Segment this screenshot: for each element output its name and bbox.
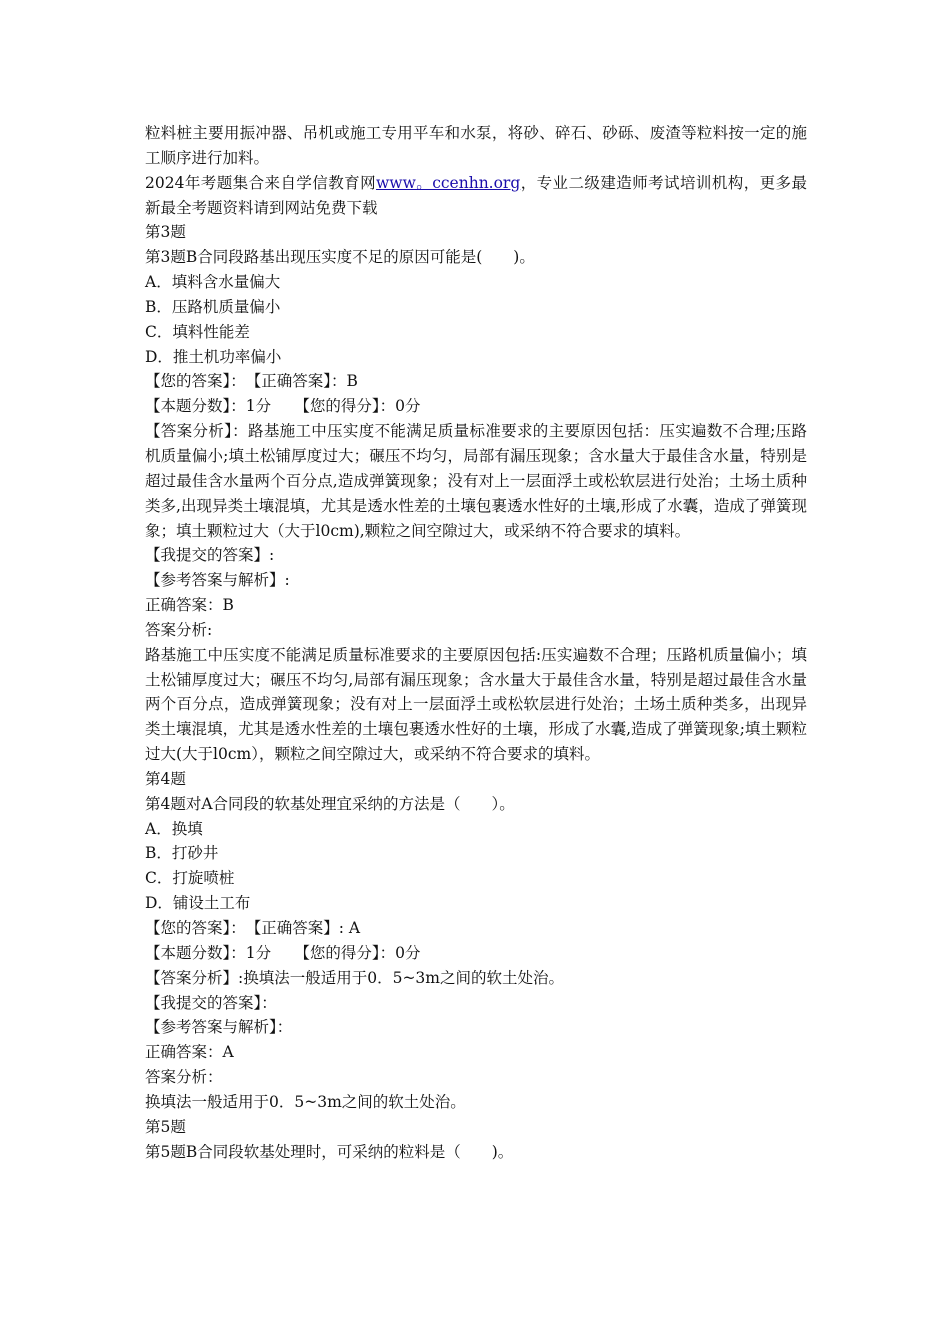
q3-analysis-label: 答案分析: (145, 620, 213, 639)
q4-option-b: B．打砂井 (145, 844, 219, 863)
q3-option-c: C．填料性能差 (145, 322, 250, 341)
q3-correct-answer: 正确答案：B (145, 596, 234, 615)
q4-reference-label: 【参考答案与解析】： (145, 1018, 293, 1037)
q4-analysis-line: 【答案分析】:换填法一般适用于0．5~3m之间的软土处治。 (145, 968, 564, 987)
q5-heading: 第5题 (145, 1117, 186, 1136)
q3-reference-label: 【参考答案与解析】: (145, 571, 290, 590)
q4-option-a: A．换填 (145, 819, 203, 838)
website-link[interactable]: www。ccenhn.org (376, 173, 521, 192)
q4-heading: 第4题 (145, 769, 186, 788)
promo-text-after: ，专业二级建造师考试培训机构，更多最新最全考题资料请到网站免费下载 (145, 173, 807, 217)
promo-paragraph (145, 171, 807, 221)
q4-score-line: 【本题分数】：1分 【您的得分】：0分 (145, 943, 421, 962)
q4-submitted-label: 【我提交的答案】： (145, 993, 277, 1012)
document-page (145, 121, 807, 1164)
q4-stem: 第4题对A合同段的软基处理宜采纳的方法是（ ）。 (145, 794, 515, 813)
q3-submitted-label: 【我提交的答案】: (145, 546, 275, 565)
promo-text-before: 2024年考题集合来自学信教育网 (145, 173, 377, 192)
q3-option-a: A．填料含水量偏大 (145, 273, 281, 292)
q4-analysis-label: 答案分析： (145, 1068, 223, 1087)
q5-stem: 第5题B合同段软基处理时，可采纳的粒料是（ )。 (145, 1142, 514, 1161)
q4-option-d: D．铺设土工布 (145, 894, 251, 913)
q4-answer-line: 【您的答案】： 【正确答案】: A (145, 919, 361, 937)
q3-option-d: D．推土机功率偏小 (145, 347, 282, 366)
intro-paragraph: 粒料桩主要用振冲器、吊机或施工专用平车和水泵，将砂、碎石、砂砾、废渣等粒料按一定的施工顺序进行加料。 (145, 124, 807, 167)
q4-option-c: C．打旋喷桩 (145, 869, 235, 888)
q3-score-line: 【本题分数】：1分 【您的得分】：0分 (145, 397, 421, 416)
q3-analysis-body: 路基施工中压实度不能满足质量标准要求的主要原因包括:压实遍数不合理；压路机质量偏小；填土松铺厚度过大；碾压不均匀,局部有漏压现象；含水量大于最佳含水量，特别是超过最佳含水量两个百分点，造成弹簧现象；没有对上一层面浮土或松软层进行处治；土场土质种类多，出现异类土壤混填，尤其是透水性差的土壤包裹透水性好的土壤，形成了水囊,造成了弹簧现象;填土颗粒过大(大于l0cm），颗粒之间空隙过大，或采纳不符合要求的填料。 (145, 645, 807, 764)
q3-answer-line: 【您的答案】： 【正确答案】：B (145, 372, 358, 391)
q3-stem: 第3题B合同段路基出现压实度不足的原因可能是( )。 (145, 248, 535, 267)
q3-heading: 第3题 (145, 223, 186, 242)
q4-analysis-body: 换填法一般适用于0．5~3m之间的软土处治。 (145, 1092, 466, 1111)
q4-correct-answer: 正确答案：A (145, 1043, 234, 1062)
q3-analysis-line: 【答案分析】：路基施工中压实度不能满足质量标准要求的主要原因包括：压实遍数不合理;压路机质量偏小;填土松铺厚度过大；碾压不均匀，局部有漏压现象；含水量大于最佳含水量，特别是超过最佳含水量两个百分点,造成弹簧现象；没有对上一层面浮土或松软层进行处治；土场土质种类多,出现异类土壤混填，尤其是透水性差的土壤包裹透水性好的土壤,形成了水囊，造成了弹簧现象；填土颗粒过大（大于l0cm),颗粒之间空隙过大，或采纳不符合要求的填料。 (145, 422, 807, 540)
q3-option-b: B．压路机质量偏小 (145, 297, 281, 316)
